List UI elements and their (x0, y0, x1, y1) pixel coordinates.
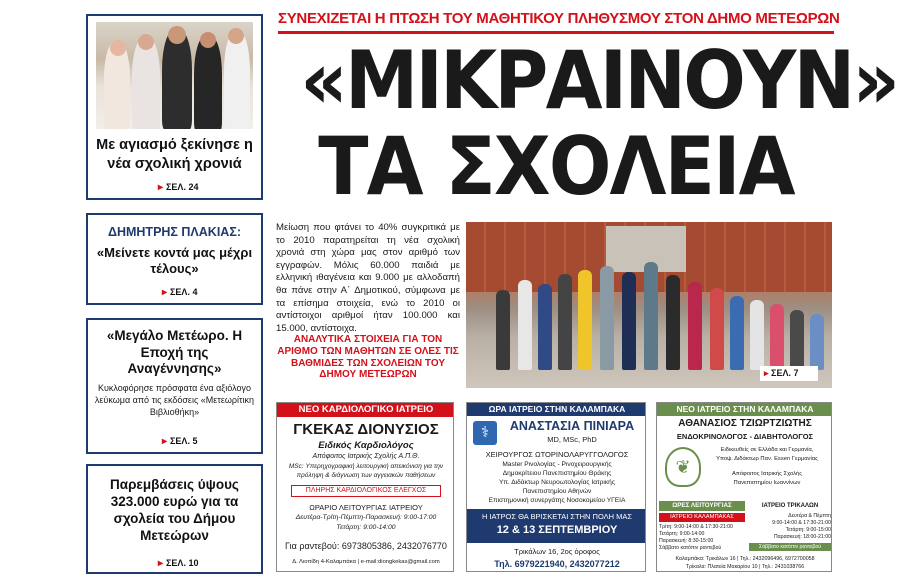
ad-ent-degrees: MD, MSc, PhD (547, 435, 597, 444)
ad-endo-tri1: Δευτέρα & Πέμπτη (788, 513, 831, 519)
ad-ent-line3: Υπ. Διδάκτωρ Νευροωτολογίας Ιατρικής (498, 479, 616, 486)
students-ceremony-photo (96, 22, 253, 129)
story-body: Μείωση που φτάνει το 40% συγκριτικά με το 2010 παρατηρείται τη νέα σχολική χρονιά στη χώρα μας στον αριθμό των εγγραφών. Μόλις 60.000 παιδιά με ελληνική ιθαγένεια και 9.000 με αλλοδαπή θα πάνε στην Α΄ Δημοτικού, σύμφωνα με τα επίσημα στοιχεία, ενώ το 2010 οι αντίστοιχοι αριθμοί ήταν 100.000 και 15.000, αντίστοιχα. (276, 222, 460, 334)
ad-ent-specialty: ΧΕΙΡΟΥΡΓΟΣ ΩΤΟΡΙΝΟΛΑΡΥΓΓΟΛΟΓΟΣ (485, 450, 629, 459)
ad-endo-tri2: 9:00-14:00 & 17:30-21:00 (772, 520, 831, 526)
ad-ent-line2: Δημοκρίτειου Πανεπιστημίου Θράκης (502, 470, 612, 477)
students-photo (466, 222, 832, 388)
arrow-icon: ▸ (764, 368, 769, 378)
ad-cardio-specialty: Ειδικός Καρδιολόγος (318, 440, 414, 451)
ad-ent-line5: Επιστημονική συνεργάτης Νοσοκομείου ΥΓΕΙΑ (488, 497, 626, 504)
kicker: ΣΥΝΕΧΙΖΕΤΑΙ Η ΠΤΩΣΗ ΤΟΥ ΜΑΘΗΤΙΚΟΥ ΠΛΗΘΥΣΜΟΥ ΣΤΟΝ ΔΗΜΟ ΜΕΤΕΩΡΩΝ (278, 10, 840, 27)
ad-cardio-hours1: Δευτέρα-Τρίτη-Πέμπτη-Παρασκευή: 9:00-17:00 (295, 514, 437, 521)
ad-endo-line2: Υποψ. Διδάκτωρ Παν. Essen Γερμανίας (716, 456, 818, 462)
story-callout[interactable]: ΑΝΑΛΥΤΙΚΑ ΣΤΟΙΧΕΙΑ ΓΙΑ ΤΟΝ ΑΡΙΘΜΟ ΤΩΝ ΜΑΘΗΤΩΝ ΣΕ ΟΛΕΣ ΤΙΣ ΒΑΘΜΙΔΕΣ ΤΩΝ ΣΧΟΛΕΙΩΝ ΤΟΥ ΔΗΜΟΥ ΜΕΤΕΩΡΩΝ (277, 334, 459, 381)
ad-ent-name: ΑΝΑΣΤΑΣΙΑ ΠΙΝΙΑΡΑ (509, 419, 635, 433)
ad-cardio-banner: ΝΕΟ ΚΑΡΔΙΟΛΟΓΙΚΟ ΙΑΤΡΕΙΟ (277, 403, 454, 417)
ad-ent-banner: ΩΡΑ ΙΑΤΡΕΙΟ ΣΤΗΝ ΚΑΛΑΜΠΑΚΑ (467, 403, 646, 416)
left-story-2-headline: «Μείνετε κοντά μας μέχρι τέλους» (96, 245, 253, 276)
ad-endo-tri-title: ΙΑΤΡΕΙΟ ΤΡΙΚΑΛΩΝ (761, 503, 819, 509)
left-story-3-headline: «Μεγάλο Μετέωρο. Η Εποχή της Αναγέννησης» (106, 328, 243, 376)
ad-ent[interactable] (466, 402, 646, 572)
ad-endo-kal-title: ΙΑΤΡΕΙΟ ΚΑΛΑΜΠΑΚΑΣ (659, 513, 745, 522)
ad-endo-banner: ΝΕΟ ΙΑΤΡΕΙΟ ΣΤΗΝ ΚΑΛΑΜΠΑΚΑ (657, 403, 832, 416)
left-story-3[interactable] (86, 318, 263, 454)
left-story-4-page-ref: ▸ ΣΕΛ. 10 (158, 558, 198, 569)
left-story-3-page-ref: ▸ ΣΕΛ. 5 (162, 436, 197, 447)
story-page-ref[interactable]: ▸ ΣΕΛ. 7 (760, 366, 818, 381)
left-story-3-subtext: Κυκλοφόρησε πρόσφατα ένα αξιόλογο λεύκωμα από τις εκδόσεις «Μετεωρίτικη Βιβλιοθήκη» (94, 383, 255, 417)
ad-endo-kal2: Τετάρτη: 9:00-14:00 (659, 531, 705, 537)
ad-endo-specialty: ΕΝΔΟΚΡΙΝΟΛΟΓΟΣ - ΔΙΑΒΗΤΟΛΟΓΟΣ (676, 432, 814, 441)
ad-endo-hours-title: ΩΡΕΣ ΛΕΙΤΟΥΡΓΙΑΣ (659, 501, 745, 511)
left-story-4-headline: Παρεμβάσεις ύψους 323.000 ευρώ για τα σχολεία του Δήμου Μετεώρων (110, 477, 239, 543)
ad-cardio-msc: MSc: Υπερηχογραφική λειτουργική απεικόνιση για την πρόληψη & διάγνωση των αγγειακών παθήσεων (288, 463, 444, 479)
ad-endo-line3: Απόφοιτος Ιατρικής Σχολής (731, 471, 803, 477)
ad-endo-tri5: Σάββατο κατόπιν ραντεβού (749, 543, 831, 551)
thyroid-icon: ❦ (665, 447, 701, 487)
ad-cardio-boxed: ΠΛΗΡΗΣ ΚΑΡΔΙΟΛΟΓΙΚΟΣ ΕΛΕΓΧΟΣ (291, 485, 441, 497)
ad-ent-phone: Τηλ. 6979221940, 2432077212 (494, 559, 620, 569)
ad-cardiologist[interactable] (276, 402, 454, 572)
left-story-1-headline: Με αγιασμό ξεκίνησε η νέα σχολική χρονιά (96, 137, 253, 172)
ad-ent-address: Τρικάλων 16, 2ος όροφος (514, 547, 600, 556)
ad-cardio-name: ΓΚΕΚΑΣ ΔΙΟΝΥΣΙΟΣ (293, 421, 439, 438)
ad-cardio-phone: Για ραντεβού: 6973805386, 2432076770 (285, 541, 447, 551)
left-story-1-page-ref: ▸ ΣΕΛ. 24 (158, 182, 198, 193)
ent-logo-icon: ⚕ (473, 421, 497, 445)
ad-cardio-address: Δ. Λιοπίδη 4-Καλαμπάκα | e-mail:diongkekas@gmail.com (292, 559, 440, 565)
ad-ent-notice: Η ΙΑΤΡΟΣ ΘΑ ΒΡΙΣΚΕΤΑΙ ΣΤΗΝ ΠΟΛΗ ΜΑΣ (481, 512, 633, 521)
left-story-2-page-ref: ▸ ΣΕΛ. 4 (162, 287, 197, 298)
headline-line2: ΤΑ ΣΧΟΛΕΙΑ (318, 120, 794, 213)
ad-endo-addr1: Καλαμπάκα: Τρικάλων 16 | Τηλ.: 2432096496, 6972700058 (675, 556, 815, 562)
ad-cardio-hours2: Τετάρτη: 9:00-14:00 (336, 524, 396, 531)
ad-ent-line1: Master Ρινολογίας - Ρινοχειρουργικής (502, 461, 612, 468)
ad-endocrinologist[interactable] (656, 402, 832, 572)
ad-cardio-school: Απόφοιτος Ιατρικής Σχολής Α.Π.Θ. (312, 453, 420, 460)
left-story-1[interactable] (86, 14, 263, 200)
ad-endo-name: ΑΘΑΝΑΣΙΟΣ ΤΖΙΩΡΤΖΙΩΤΗΣ (678, 418, 812, 429)
ad-cardio-hours-title: ΩΡΑΡΙΟ ΛΕΙΤΟΥΡΓΙΑΣ ΙΑΤΡΕΙΟΥ (309, 503, 423, 512)
ad-ent-line4: Πανεπιστημίου Αθηνών (522, 488, 592, 495)
ad-endo-line1: Ειδικευθείς σε Ελλάδα και Γερμανία, (720, 447, 814, 453)
left-story-4[interactable] (86, 464, 263, 574)
ad-endo-tri3: Τετάρτη: 9:00-15:00 (785, 527, 831, 533)
ad-endo-kal4: Σάββατο κατόπιν ραντεβού (659, 545, 722, 551)
ad-endo-kal3: Παρασκευή: 8:30-15:00 (659, 538, 714, 544)
ad-endo-kal1: Τρίτη: 9:00-14:00 & 17:30-21:00 (659, 524, 733, 530)
headline-line1: «ΜΙΚΡΑΙΝΟΥΝ» (300, 34, 898, 127)
ad-endo-line4: Πανεπιστημίου Ιωαννίνων (733, 480, 801, 486)
ad-endo-addr2: Τρίκαλα: Πλατεία Μακαρίου 10 | Τηλ.: 2431038766 (685, 564, 805, 570)
ad-endo-tri4: Παρασκευή: 18:00-21:00 (773, 534, 831, 540)
ad-ent-dates: 12 & 13 ΣΕΠΤΕΜΒΡΙΟΥ (496, 524, 618, 536)
left-story-2[interactable] (86, 213, 263, 305)
left-story-2-author: ΔΗΜΗΤΡΗΣ ΠΛΑΚΙΑΣ: (107, 225, 241, 239)
